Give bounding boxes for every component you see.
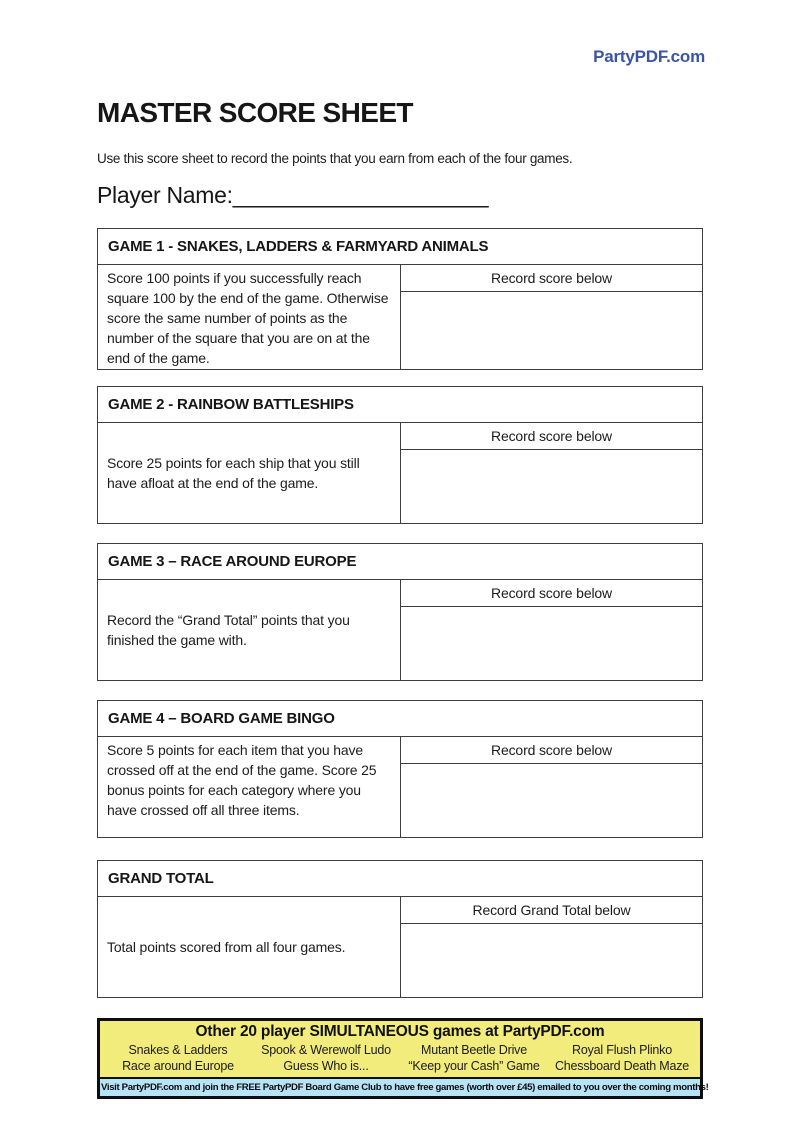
game-1-description: Score 100 points if you successfully reach square 100 by the end of the game. Otherwise score the same number of points as the number of the square that you are on at the end of the game.	[98, 265, 401, 369]
game-4-score-cell[interactable]	[401, 764, 702, 837]
promo-banner	[97, 1018, 709, 1099]
intro-text: Use this score sheet to record the points that you earn from each of the four games.	[97, 151, 573, 166]
grand-total-description: Total points scored from all four games.	[98, 897, 401, 997]
game-3-title: GAME 3 – RACE AROUND EUROPE	[98, 544, 702, 580]
partypdf-link[interactable]: PartyPDF.com	[593, 47, 705, 66]
player-name-label: Player Name:	[97, 182, 233, 208]
promo-game-name: Spook & Werewolf Ludo	[261, 1043, 391, 1057]
game-2-body	[98, 423, 702, 523]
grand-total-score-column	[401, 897, 702, 997]
grand-total-body	[98, 897, 702, 997]
game-1-title: GAME 1 - SNAKES, LADDERS & FARMYARD ANIMALS	[98, 229, 702, 265]
grand-total-table	[97, 860, 703, 998]
game-1-score-cell[interactable]	[401, 292, 702, 369]
promo-game-name: “Keep your Cash” Game	[408, 1059, 540, 1073]
game-3-record-label: Record score below	[401, 580, 702, 607]
promo-game-name: Royal Flush Plinko	[572, 1043, 672, 1057]
game-2-table	[97, 386, 703, 524]
game-1-table	[97, 228, 703, 370]
promo-game-name: Chessboard Death Maze	[554, 1059, 690, 1073]
game-3-body	[98, 580, 702, 680]
promo-banner-footer: Visit PartyPDF.com and join the FREE PartyPDF Board Game Club to have free games (worth over £45) emailed to you over the coming months!	[100, 1077, 700, 1096]
game-1-record-label: Record score below	[401, 265, 702, 292]
game-2-description: Score 25 points for each ship that you still have afloat at the end of the game.	[98, 423, 401, 523]
grand-total-score-cell[interactable]	[401, 924, 702, 997]
game-3-table	[97, 543, 703, 681]
game-2-record-label: Record score below	[401, 423, 702, 450]
game-2-score-cell[interactable]	[401, 450, 702, 523]
game-4-title: GAME 4 – BOARD GAME BINGO	[98, 701, 702, 737]
game-4-score-column	[401, 737, 702, 837]
player-name-blank: ____________________	[232, 182, 489, 208]
player-name-line	[97, 182, 489, 209]
promo-game-row-1	[100, 1042, 700, 1057]
grand-total-title: GRAND TOTAL	[98, 861, 702, 897]
game-2-title: GAME 2 - RAINBOW BATTLESHIPS	[98, 387, 702, 423]
game-1-body	[98, 265, 702, 369]
promo-game-name: Race around Europe	[122, 1059, 234, 1073]
game-2-score-column	[401, 423, 702, 523]
promo-game-name: Mutant Beetle Drive	[421, 1043, 527, 1057]
game-3-description: Record the “Grand Total” points that you finished the game with.	[98, 580, 401, 680]
promo-banner-title: Other 20 player SIMULTANEOUS games at PartyPDF.com	[195, 1023, 605, 1040]
promo-game-name: Guess Who is...	[283, 1059, 369, 1073]
game-3-score-column	[401, 580, 702, 680]
promo-game-row-2	[100, 1057, 700, 1077]
game-4-body	[98, 737, 702, 837]
grand-total-record-label: Record Grand Total below	[401, 897, 702, 924]
game-4-record-label: Record score below	[401, 737, 702, 764]
game-1-score-column	[401, 265, 702, 369]
page-title: MASTER SCORE SHEET	[97, 97, 413, 128]
promo-game-name: Snakes & Ladders	[128, 1043, 228, 1057]
game-4-description: Score 5 points for each item that you have crossed off at the end of the game. Score 25 bonus points for each category where you have crossed off all three items.	[98, 737, 401, 837]
game-4-table	[97, 700, 703, 838]
game-3-score-cell[interactable]	[401, 607, 702, 680]
